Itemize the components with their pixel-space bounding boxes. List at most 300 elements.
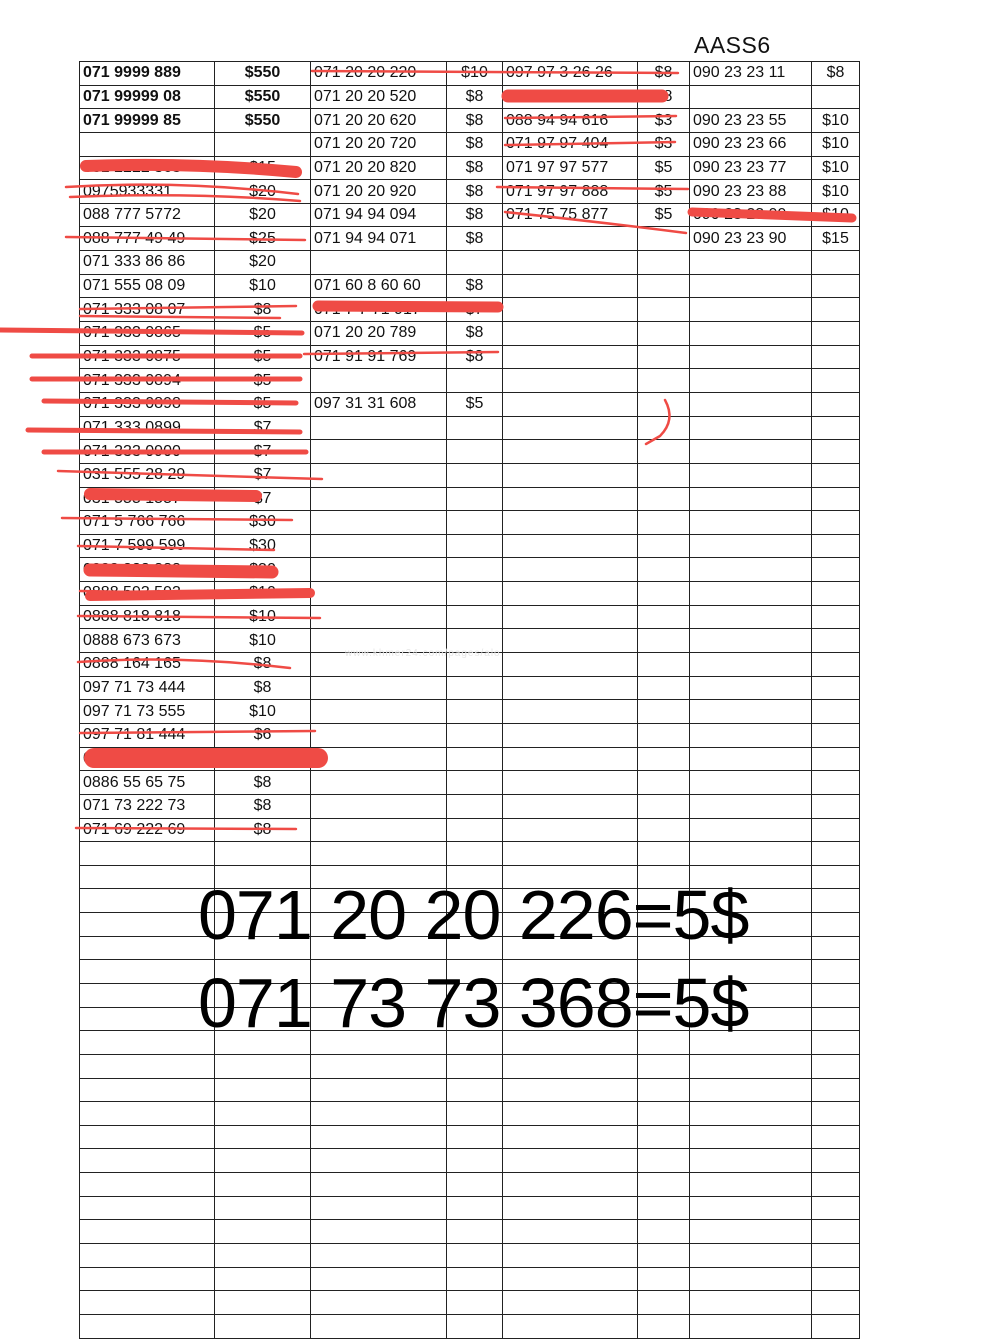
phone-number-cell [690, 440, 812, 464]
phone-number-cell [503, 463, 638, 487]
price-cell [638, 629, 690, 653]
price-cell: $25 [215, 227, 311, 251]
phone-number-cell [690, 794, 812, 818]
price-cell [215, 1220, 311, 1244]
phone-number-cell [503, 392, 638, 416]
price-cell [447, 1267, 503, 1291]
price-cell [638, 274, 690, 298]
price-cell [812, 700, 860, 724]
phone-number-cell [690, 653, 812, 677]
phone-number-cell: 071 555 08 09 [80, 274, 215, 298]
phone-number-cell [690, 1244, 812, 1268]
price-cell [638, 723, 690, 747]
phone-number-cell [503, 1291, 638, 1315]
phone-number-cell: 0888 888 888 [80, 558, 215, 582]
table-row [80, 842, 860, 866]
price-cell [638, 251, 690, 275]
phone-number-cell [503, 1173, 638, 1197]
phone-number-cell [80, 1196, 215, 1220]
price-cell: $5 [638, 180, 690, 204]
price-cell: $5 [638, 156, 690, 180]
phone-number-cell [311, 1267, 447, 1291]
phone-number-cell: 071 60 8 60 60 [311, 274, 447, 298]
price-cell: $8 [447, 345, 503, 369]
phone-number-cell [503, 676, 638, 700]
price-list-table [79, 61, 860, 1339]
phone-number-cell [503, 345, 638, 369]
table-row [80, 794, 860, 818]
price-cell: $8 [447, 180, 503, 204]
phone-number-cell [690, 1125, 812, 1149]
table-row [80, 416, 860, 440]
table-row [80, 274, 860, 298]
price-cell: $7 [215, 463, 311, 487]
phone-number-cell [690, 818, 812, 842]
phone-number-cell [311, 487, 447, 511]
price-cell: $8 [638, 62, 690, 86]
table-row [80, 511, 860, 535]
price-cell [812, 676, 860, 700]
table-row [80, 345, 860, 369]
table-row [80, 582, 860, 606]
phone-number-cell [690, 629, 812, 653]
price-cell [447, 558, 503, 582]
price-cell [812, 1102, 860, 1126]
phone-number-cell [690, 558, 812, 582]
price-cell [812, 913, 860, 937]
phone-number-cell [80, 936, 215, 960]
phone-number-cell [503, 487, 638, 511]
price-cell [638, 794, 690, 818]
price-cell [812, 1173, 860, 1197]
phone-number-cell [503, 842, 638, 866]
phone-number-cell: 071 94 94 094 [311, 203, 447, 227]
price-cell: $5 [215, 345, 311, 369]
price-cell [638, 487, 690, 511]
price-cell [638, 1244, 690, 1268]
announcement-2: 071 73 73 368=5$ [198, 964, 749, 1042]
price-cell [638, 653, 690, 677]
phone-number-cell: 097 71 81 444 [80, 723, 215, 747]
phone-number-cell: 071 5 766 766 [80, 511, 215, 535]
phone-number-cell [503, 274, 638, 298]
price-cell [447, 1149, 503, 1173]
phone-number-cell [690, 345, 812, 369]
phone-number-cell [80, 1054, 215, 1078]
phone-number-cell [311, 747, 447, 771]
price-cell [812, 794, 860, 818]
phone-number-cell: 090 23 23 90 [690, 227, 812, 251]
phone-number-cell [80, 1314, 215, 1338]
phone-number-cell: 071 20 20 720 [311, 132, 447, 156]
price-cell [638, 322, 690, 346]
table-row [80, 1173, 860, 1197]
phone-number-cell [503, 653, 638, 677]
price-cell [638, 747, 690, 771]
phone-number-cell [311, 440, 447, 464]
price-cell [638, 842, 690, 866]
phone-number-cell: 071 99999 85 [80, 109, 215, 133]
phone-number-cell: 071 333 0899 [80, 416, 215, 440]
price-cell: $5 [215, 322, 311, 346]
phone-number-cell: 088 94 94 616 [503, 109, 638, 133]
price-cell: $10 [215, 629, 311, 653]
phone-number-cell [690, 842, 812, 866]
phone-number-cell [503, 251, 638, 275]
price-cell [812, 1196, 860, 1220]
phone-number-cell [503, 700, 638, 724]
price-cell: $30 [215, 511, 311, 535]
price-cell: $10 [215, 605, 311, 629]
price-cell [812, 1125, 860, 1149]
price-cell [638, 582, 690, 606]
table-row [80, 1220, 860, 1244]
phone-number-cell [311, 605, 447, 629]
price-cell [638, 605, 690, 629]
phone-number-cell [80, 1149, 215, 1173]
phone-number-cell [311, 794, 447, 818]
price-cell [638, 558, 690, 582]
table-row [80, 1267, 860, 1291]
price-cell [215, 747, 311, 771]
price-cell: $6 [215, 723, 311, 747]
price-cell: $8 [638, 85, 690, 109]
phone-number-cell [503, 534, 638, 558]
price-cell: $7 [215, 487, 311, 511]
phone-number-cell [690, 700, 812, 724]
price-cell [812, 85, 860, 109]
price-cell [447, 818, 503, 842]
phone-number-cell [690, 298, 812, 322]
phone-number-cell [80, 1078, 215, 1102]
phone-number-cell [690, 251, 812, 275]
phone-number-cell [690, 85, 812, 109]
phone-number-cell [690, 1220, 812, 1244]
phone-number-cell [503, 1314, 638, 1338]
table-row [80, 700, 860, 724]
phone-number-cell [503, 1220, 638, 1244]
price-cell [447, 1173, 503, 1197]
phone-number-cell [80, 1244, 215, 1268]
price-cell [812, 1220, 860, 1244]
phone-number-cell: 071 69 222 69 [80, 818, 215, 842]
price-cell: $550 [215, 109, 311, 133]
phone-number-cell: 071 99999 08 [80, 85, 215, 109]
phone-number-cell [690, 1173, 812, 1197]
phone-number-cell: 071 333 0894 [80, 369, 215, 393]
phone-number-cell [311, 1196, 447, 1220]
price-cell [638, 1149, 690, 1173]
price-cell: $8 [447, 132, 503, 156]
price-cell: $30 [215, 534, 311, 558]
price-cell: $15 [812, 227, 860, 251]
phone-number-cell [311, 723, 447, 747]
price-cell [638, 1125, 690, 1149]
price-cell [638, 440, 690, 464]
price-cell [638, 511, 690, 535]
phone-number-cell: 088 777 49 49 [80, 227, 215, 251]
phone-number-cell: 071 97 97 577 [503, 156, 638, 180]
price-cell: $8 [215, 794, 311, 818]
price-cell: $5 [215, 392, 311, 416]
phone-number-cell [503, 605, 638, 629]
phone-number-cell [690, 322, 812, 346]
price-cell [812, 416, 860, 440]
phone-number-cell: 097 97 32 32 32 [503, 85, 638, 109]
table-row [80, 534, 860, 558]
phone-number-cell: 088 777 5772 [80, 203, 215, 227]
phone-number-cell [690, 1267, 812, 1291]
price-cell [447, 605, 503, 629]
phone-number-cell [311, 1149, 447, 1173]
price-cell [812, 771, 860, 795]
phone-number-cell: 071 333 0900 [80, 440, 215, 464]
phone-number-cell [503, 1149, 638, 1173]
phone-number-cell [690, 676, 812, 700]
watermark: www.khmer24.com/pages/alo [345, 648, 501, 659]
phone-number-cell [503, 818, 638, 842]
price-cell: $10 [447, 62, 503, 86]
phone-number-cell [311, 1173, 447, 1197]
table-row [80, 1196, 860, 1220]
phone-number-cell [503, 1244, 638, 1268]
price-cell [638, 392, 690, 416]
phone-number-cell: 071 20 20 920 [311, 180, 447, 204]
price-cell [447, 747, 503, 771]
phone-number-cell [311, 842, 447, 866]
price-cell [812, 322, 860, 346]
price-cell [812, 1149, 860, 1173]
phone-number-cell: 071 9999 889 [80, 62, 215, 86]
price-cell [447, 700, 503, 724]
price-cell: $8 [447, 227, 503, 251]
price-cell [638, 676, 690, 700]
price-cell: $5 [447, 392, 503, 416]
price-cell [638, 700, 690, 724]
price-cell [447, 1220, 503, 1244]
price-cell [447, 369, 503, 393]
phone-number-cell: 0888 164 165 [80, 653, 215, 677]
price-cell [447, 582, 503, 606]
price-cell [812, 558, 860, 582]
price-cell [447, 723, 503, 747]
price-cell [812, 842, 860, 866]
phone-number-cell [503, 511, 638, 535]
price-cell [638, 369, 690, 393]
table-row [80, 1149, 860, 1173]
price-cell [215, 1102, 311, 1126]
phone-number-cell [503, 1267, 638, 1291]
price-cell: $8 [215, 771, 311, 795]
price-cell: $30 [215, 558, 311, 582]
phone-number-cell [311, 1102, 447, 1126]
price-cell [638, 1196, 690, 1220]
price-cell [812, 889, 860, 913]
phone-number-cell: 071 333 08 07 [80, 298, 215, 322]
price-cell [812, 1054, 860, 1078]
phone-number-cell: 071 91 91 769 [311, 345, 447, 369]
price-cell [812, 936, 860, 960]
table-row [80, 322, 860, 346]
price-cell [447, 1078, 503, 1102]
phone-number-cell [311, 511, 447, 535]
price-cell: $10 [812, 132, 860, 156]
price-cell: $8 [447, 322, 503, 346]
price-cell [812, 369, 860, 393]
phone-number-cell [690, 1149, 812, 1173]
phone-number-cell [503, 723, 638, 747]
price-cell [447, 1291, 503, 1315]
price-cell [447, 463, 503, 487]
phone-number-cell [503, 794, 638, 818]
price-cell [638, 1078, 690, 1102]
price-cell [447, 534, 503, 558]
phone-number-cell [503, 582, 638, 606]
price-cell [812, 345, 860, 369]
table-row [80, 440, 860, 464]
price-cell [812, 960, 860, 984]
phone-number-cell [311, 771, 447, 795]
table-row [80, 156, 860, 180]
phone-number-cell: 090 23 23 11 [690, 62, 812, 86]
price-cell [638, 1054, 690, 1078]
price-cell: $20 [215, 203, 311, 227]
phone-number-cell [80, 889, 215, 913]
phone-number-cell [503, 629, 638, 653]
phone-number-cell [503, 298, 638, 322]
price-cell [812, 865, 860, 889]
phone-number-cell: 071 333 0865 [80, 322, 215, 346]
phone-number-cell [80, 1220, 215, 1244]
announcement-1: 071 20 20 226=5$ [198, 876, 749, 954]
phone-number-cell [690, 274, 812, 298]
phone-number-cell [690, 771, 812, 795]
price-cell [215, 1314, 311, 1338]
price-cell: $5 [638, 203, 690, 227]
price-cell: $7 [215, 416, 311, 440]
price-cell [215, 1267, 311, 1291]
phone-number-cell: 071 7 7 71 917 [311, 298, 447, 322]
price-cell [447, 842, 503, 866]
phone-number-cell [503, 1125, 638, 1149]
phone-number-cell [80, 132, 215, 156]
price-cell: $10 [215, 582, 311, 606]
phone-number-cell [690, 392, 812, 416]
table-row [80, 227, 860, 251]
price-cell [215, 1244, 311, 1268]
price-cell: $8 [215, 676, 311, 700]
price-cell [812, 1007, 860, 1031]
price-cell [215, 1291, 311, 1315]
phone-number-cell [503, 1196, 638, 1220]
table-row [80, 747, 860, 771]
phone-number-cell [311, 1125, 447, 1149]
table-row [80, 487, 860, 511]
price-cell [812, 534, 860, 558]
price-cell [812, 818, 860, 842]
price-cell [215, 1196, 311, 1220]
phone-number-cell: 097 71 73 555 [80, 700, 215, 724]
price-cell [812, 392, 860, 416]
phone-number-cell [690, 1102, 812, 1126]
price-cell [447, 1125, 503, 1149]
phone-number-cell [503, 771, 638, 795]
price-cell: $5 [215, 369, 311, 393]
price-cell [447, 771, 503, 795]
phone-number-cell [690, 369, 812, 393]
price-cell [447, 676, 503, 700]
phone-number-cell [311, 463, 447, 487]
phone-number-cell: 071 75 75 877 [503, 203, 638, 227]
phone-number-cell: 071 97 97 888 [503, 180, 638, 204]
table-row [80, 62, 860, 86]
price-cell: $10 [812, 109, 860, 133]
phone-number-cell [503, 558, 638, 582]
price-cell [638, 1267, 690, 1291]
phone-number-cell: 0888 593 593 [80, 582, 215, 606]
price-cell [812, 582, 860, 606]
price-cell [638, 534, 690, 558]
phone-number-cell [690, 1054, 812, 1078]
phone-number-cell [311, 1244, 447, 1268]
price-cell: $8 [447, 85, 503, 109]
phone-number-cell [311, 251, 447, 275]
price-cell: $7 [447, 298, 503, 322]
phone-number-cell [503, 1078, 638, 1102]
price-cell [447, 440, 503, 464]
phone-number-cell [503, 440, 638, 464]
price-cell [812, 653, 860, 677]
phone-number-cell: 071 94 94 071 [311, 227, 447, 251]
phone-number-cell [503, 416, 638, 440]
table-row [80, 132, 860, 156]
phone-number-cell [80, 1291, 215, 1315]
table-row [80, 180, 860, 204]
phone-number-cell [311, 582, 447, 606]
phone-number-cell [690, 1078, 812, 1102]
price-cell: $15 [215, 156, 311, 180]
phone-number-cell [80, 1102, 215, 1126]
price-cell [638, 1220, 690, 1244]
phone-number-cell [80, 1031, 215, 1055]
price-cell [447, 1054, 503, 1078]
price-cell: $8 [447, 203, 503, 227]
table-row [80, 1244, 860, 1268]
price-cell: $10 [812, 203, 860, 227]
phone-number-cell [690, 605, 812, 629]
price-cell: $8 [812, 62, 860, 86]
price-cell [638, 1173, 690, 1197]
phone-number-cell [690, 723, 812, 747]
price-cell [215, 1054, 311, 1078]
table-row [80, 463, 860, 487]
price-cell: $3 [638, 109, 690, 133]
phone-number-cell: 071 20 20 820 [311, 156, 447, 180]
table-row [80, 203, 860, 227]
table-row [80, 558, 860, 582]
table-row [80, 1125, 860, 1149]
phone-number-cell: 071 333 86 86 [80, 251, 215, 275]
price-cell [812, 1078, 860, 1102]
phone-number-cell [690, 534, 812, 558]
phone-number-cell: 097 97 3 26 26 [503, 62, 638, 86]
price-cell [638, 1102, 690, 1126]
price-cell [447, 251, 503, 275]
price-cell [447, 1314, 503, 1338]
price-cell [447, 1196, 503, 1220]
phone-number-cell: 097 71 73 444 [80, 676, 215, 700]
price-cell [638, 1291, 690, 1315]
